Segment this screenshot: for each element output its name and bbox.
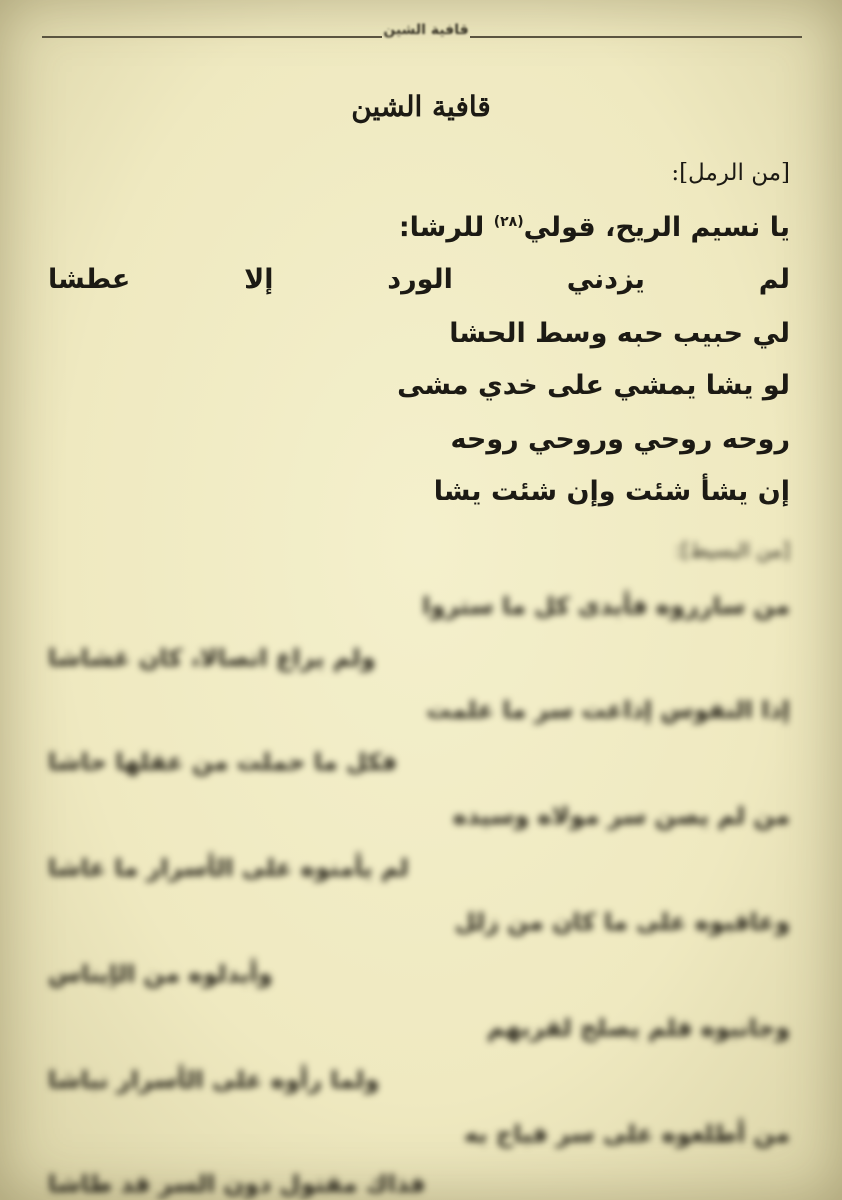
blurred-verse-line: فذاك مقتول دون السر قد طاشا xyxy=(48,1170,426,1198)
meter-label: [من الرمل]: xyxy=(671,160,790,186)
blurred-verse-line: إذا النفوس إذاعت سر ما علمت xyxy=(426,696,790,724)
blurred-verse-line: وعاقبوه على ما كان من زلل xyxy=(454,908,790,936)
blurred-verse-line: من لم يصن سر مولاه وسيده xyxy=(452,802,790,830)
blurred-verse-line: وأبدلوه من الإيناس xyxy=(48,960,273,988)
verse-text-end: للرشا: xyxy=(398,212,494,243)
verse-line xyxy=(399,212,790,243)
verse-line: لي حبيب حبه وسط الحشا xyxy=(449,318,790,349)
blurred-section xyxy=(0,520,842,1200)
verse-line: لم يزدني الورد إلا عطشا xyxy=(48,264,790,295)
header-rule-left xyxy=(42,36,382,38)
verse-line: إن يشأ شئت وإن شئت يشا xyxy=(433,476,790,507)
blurred-meter-label: [من البسيط]: xyxy=(674,538,790,562)
blurred-verse-line: ولما رأوه على الأسرار نباشا xyxy=(48,1066,380,1094)
running-title: قافية الشين xyxy=(383,22,469,38)
running-header xyxy=(0,14,842,44)
verse-text: يا نسيم الريح، قولي xyxy=(523,212,790,243)
blurred-verse-line: من سارروه فأبدى كل ما ستروا xyxy=(422,592,790,620)
verse-line: روحه روحي وروحي روحه xyxy=(450,424,790,455)
blurred-verse-line: وجانبوه فلم يصلح لقربهم xyxy=(486,1014,790,1042)
blurred-verse-line: لم يأمنوه على الأسرار ما عاشا xyxy=(48,854,409,882)
verse-line: لو يشا يمشي على خدي مشى xyxy=(397,370,790,401)
section-title: قافية الشين xyxy=(351,90,491,123)
header-rule-right xyxy=(470,36,802,38)
footnote-marker: (٢٨) xyxy=(493,214,524,230)
blurred-verse-line: ولم يراع اتصالا، كان غشاشا xyxy=(48,644,376,672)
blurred-verse-line: من أطلعوه على سر فباح به xyxy=(463,1120,790,1148)
blurred-verse-line: فكل ما حملت من عقلها حاشا xyxy=(48,748,398,776)
